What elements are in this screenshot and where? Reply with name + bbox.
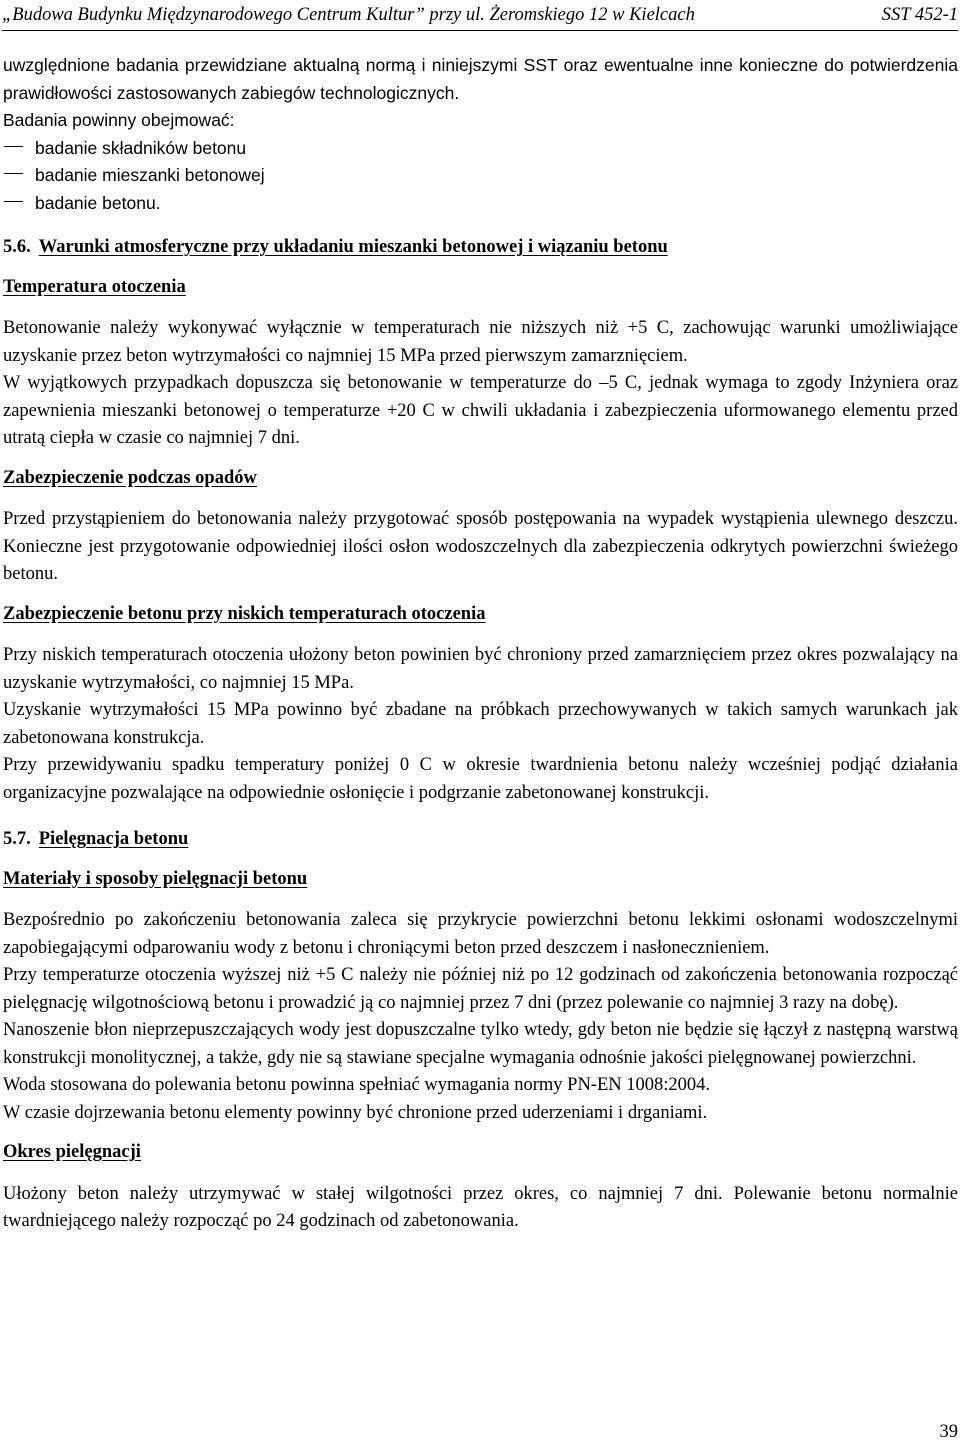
section-5-7-heading <box>3 826 958 854</box>
paragraph: Betonowanie należy wykonywać wyłącznie w temperaturach nie niższych niż +5 C, zachowując warunki umożliwiające uzyskanie przez beton wytrzymałości co najmniej 15 MPa przed pierwszym zamarznięciem. <box>3 318 958 366</box>
section-5-6-heading <box>3 234 958 262</box>
paragraph: Przy temperaturze otoczenia wyższej niż +5 C należy nie później niż po 12 godzinach od zakończenia betonowania rozpocząć pielęgnację wilgotnościową betonu i prowadzić ją co najmniej przez 7 dni (przez polewanie co najmniej 3 razy na dobę). <box>3 965 958 1013</box>
page-header <box>2 2 958 31</box>
intro-lead: Badania powinny obejmować: <box>3 110 235 130</box>
paragraph: Uzyskanie wytrzymałości 15 MPa powinno być zbadane na próbkach przechowywanych w takich samych warunkach jak zabetonowana konstrukcja. <box>3 700 958 748</box>
subheading-curing-period: Okres pielęgnacji <box>3 1142 141 1162</box>
header-spec-code: SST 452-1 <box>881 5 958 25</box>
dash-bullet-icon <box>3 153 35 154</box>
document-body <box>3 52 958 1236</box>
list-item-text: badanie składników betonu <box>35 137 247 158</box>
paragraph: W wyjątkowych przypadkach dopuszcza się betonowanie w temperaturze do –5 C, jednak wymaga to zgody Inżyniera oraz zapewnienia mieszanki betonowej o temperaturze +20 C w chwili układania i zabezpieczenia uformowanego elementu przed utratą ciepła w czasie co najmniej 7 dni. <box>3 373 958 448</box>
dash-bullet-icon <box>3 180 35 181</box>
section-number: 5.6. <box>3 237 31 257</box>
subheading-curing-materials: Materiały i sposoby pielęgnacji betonu <box>3 868 308 889</box>
paragraph: Przed przystąpieniem do betonowania należy przygotować sposób postępowania na wypadek wystąpienia ulewnego deszczu. Konieczne jest przygotowanie odpowiedniej ilości osłon wodoszczelnych dla zabezpieczenia odkrytych powierzchni świeżego betonu. <box>3 509 958 584</box>
list-item-text: badanie betonu. <box>35 192 161 213</box>
section-title: Pielęgnacja betonu <box>38 829 189 849</box>
section-title: Warunki atmosferyczne przy układaniu mieszanki betonowej i wiązaniu betonu <box>38 237 668 257</box>
list-item <box>3 162 958 190</box>
subheading-low-temperature: Zabezpieczenie betonu przy niskich temperaturach otoczenia <box>3 603 486 624</box>
tests-list <box>3 135 958 218</box>
list-item <box>3 190 958 218</box>
paragraph: Ułożony beton należy utrzymywać w stałej wilgotności przez okres, co najmniej 7 dni. Polewanie betonu normalnie twardniejącego należy rozpocząć po 24 godzinach od zabetonowania. <box>3 1183 958 1231</box>
subheading-rain-protection: Zabezpieczenie podczas opadów <box>3 467 257 488</box>
section-number: 5.7. <box>3 829 31 849</box>
list-item-text: badanie mieszanki betonowej <box>35 165 265 185</box>
intro-paragraph: uwzględnione badania przewidziane aktualną normą i niniejszymi SST oraz ewentualne inne konieczne do potwierdzenia prawidłowości zastosowanych zabiegów technologicznych. <box>3 55 958 103</box>
dash-bullet-icon <box>3 208 35 209</box>
subheading-temperature: Temperatura otoczenia <box>3 276 186 297</box>
paragraph: Przy przewidywaniu spadku temperatury poniżej 0 C w okresie twardnienia betonu należy wcześniej podjąć działania organizacyjne pozwalające na odpowiednie osłonięcie i podgrzanie zabetonowanej konstrukcji. <box>3 755 958 803</box>
paragraph: Woda stosowana do polewania betonu powinna spełniać wymagania normy PN-EN 1008:2004. <box>3 1075 711 1095</box>
paragraph: W czasie dojrzewania betonu elementy powinny być chronione przed uderzeniami i drganiami. <box>3 1102 708 1123</box>
paragraph: Nanoszenie błon nieprzepuszczających wody jest dopuszczalne tylko wtedy, gdy beton nie będzie się łączył z następną warstwą konstrukcji monolitycznej, a także, gdy nie są stawiane specjalne wymagania odnośnie jakości pielęgnowanej powierzchni. <box>3 1020 958 1068</box>
page-number: 39 <box>939 1422 958 1442</box>
paragraph: Bezpośrednio po zakończeniu betonowania zaleca się przykrycie powierzchni betonu lekkimi osłonami wodoszczelnymi zapobiegającymi odparowaniu wody z betonu i chroniącymi beton przed deszczem i nasłonecznieniem. <box>3 910 958 958</box>
header-title: „Budowa Budynku Międzynarodowego Centrum Kultur” przy ul. Żeromskiego 12 w Kielcach <box>2 5 695 25</box>
paragraph: Przy niskich temperaturach otoczenia ułożony beton powinien być chroniony przed zamarznięciem przez okres pozwalający na uzyskanie wytrzymałości, co najmniej 15 MPa. <box>3 645 958 693</box>
list-item <box>3 135 958 163</box>
